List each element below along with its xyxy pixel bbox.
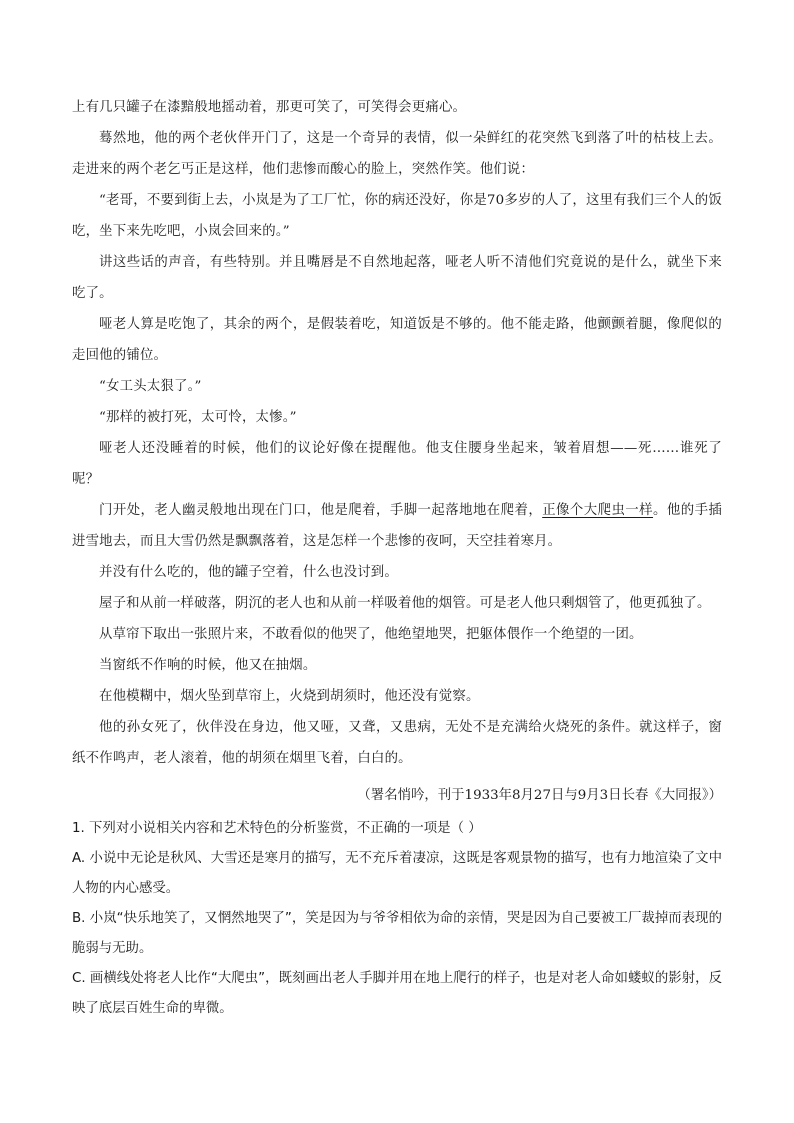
story-paragraph-3: “老哥，不要到街上去，小岚是为了工厂忙，你的病还没好，你是70多岁的人了，这里有我们三个人的饭吃，坐下来先吃吧，小岚会回来的。” bbox=[72, 193, 722, 239]
option-a: A. 小说中无论是秋风、大雪还是寒月的描写，无不充斥着凄凉，这既是客观景物的描写，也有力地渲染了文中人物的内心感受。 bbox=[72, 851, 722, 896]
story-paragraph-10: 并没有什么吃的，他的罐子空着，什么也没讨到。 bbox=[99, 565, 398, 580]
p9-text-before: 门开处，老人幽灵般地出现在门口，他是爬着，手脚一起落地地在爬着， bbox=[99, 503, 543, 518]
story-paragraph-15: 他的孙女死了，伙伴没在身边，他又哑，又聋，又患病，无处不是充满给火烧死的条件。就这样子，窗纸不作鸣声，老人滚着，他的胡须在烟里飞着，白白的。 bbox=[72, 720, 722, 766]
story-text bbox=[72, 92, 722, 774]
story-paragraph-4: 讲这些话的声音，有些特别。并且嘴唇是不自然地起落，哑老人听不清他们究竟说的是什么，就坐下来吃了。 bbox=[72, 255, 722, 301]
story-paragraph-7: “那样的被打死，太可怜，太惨。” bbox=[99, 410, 297, 425]
story-paragraph-9 bbox=[72, 495, 722, 557]
option-c: C. 画横线处将老人比作“大爬虫”，既刻画出老人手脚并用在地上爬行的样子，也是对老人命如蝼蚁的影射，反映了底层百姓生命的卑微。 bbox=[72, 971, 722, 1016]
p9-text-after: 。他的手插进雪地去，而且大雪仍然是飘飘落着，这是怎样一个悲惨的夜呵，天空挂着寒月。 bbox=[72, 503, 723, 549]
story-paragraph-6: “女工头太狠了。” bbox=[99, 379, 202, 394]
story-paragraph-11: 屋子和从前一样破落，阴沉的老人也和从前一样吸着他的烟管。可是老人他只剩烟管了，他更孤独了。 bbox=[99, 596, 711, 611]
story-paragraph-12: 从草帘下取出一张照片来，不敢看似的他哭了，他绝望地哭，把躯体偎作一个绝望的一团。 bbox=[99, 627, 643, 642]
question-section bbox=[72, 814, 722, 1024]
story-paragraph-8: 哑老人还没睡着的时候，他们的议论好像在提醒他。他支住腰身坐起来，皱着眉想——死……谁死了呢？ bbox=[72, 441, 722, 487]
story-paragraph-2: 蓦然地，他的两个老伙伴开门了，这是一个奇异的表情，似一朵鲜红的花突然飞到落了叶的枯枝上去。走进来的两个老乞丐正是这样，他们悲惨而酸心的脸上，突然作笑。他们说： bbox=[72, 131, 722, 177]
story-paragraph-14: 在他模糊中，烟火坠到草帘上，火烧到胡须时，他还没有觉察。 bbox=[99, 689, 480, 704]
story-paragraph-5: 哑老人算是吃饱了，其余的两个，是假装着吃，知道饭是不够的。他不能走路，他颤颤着腿，像爬似的走回他的铺位。 bbox=[72, 317, 722, 363]
source-citation: （署名悄吟，刊于1933年8月27日与9月3日长春《大同报》） bbox=[357, 788, 722, 803]
option-b: B. 小岚“快乐地笑了，又惘然地哭了”，笑是因为与爷爷相依为命的亲情，哭是因为自己要被工厂裁掉而表现的脆弱与无助。 bbox=[72, 911, 722, 956]
story-paragraph-13: 当窗纸不作响的时候，他又在抽烟。 bbox=[99, 658, 317, 673]
underlined-phrase: 正像个大爬虫一样 bbox=[542, 503, 654, 518]
question-1-stem: 1. 下列对小说相关内容和艺术特色的分析鉴赏，不正确的一项是（ ） bbox=[72, 821, 482, 836]
story-paragraph-1: 上有几只罐子在漆黯般地摇动着，那更可笑了，可笑得会更痛心。 bbox=[72, 100, 467, 115]
